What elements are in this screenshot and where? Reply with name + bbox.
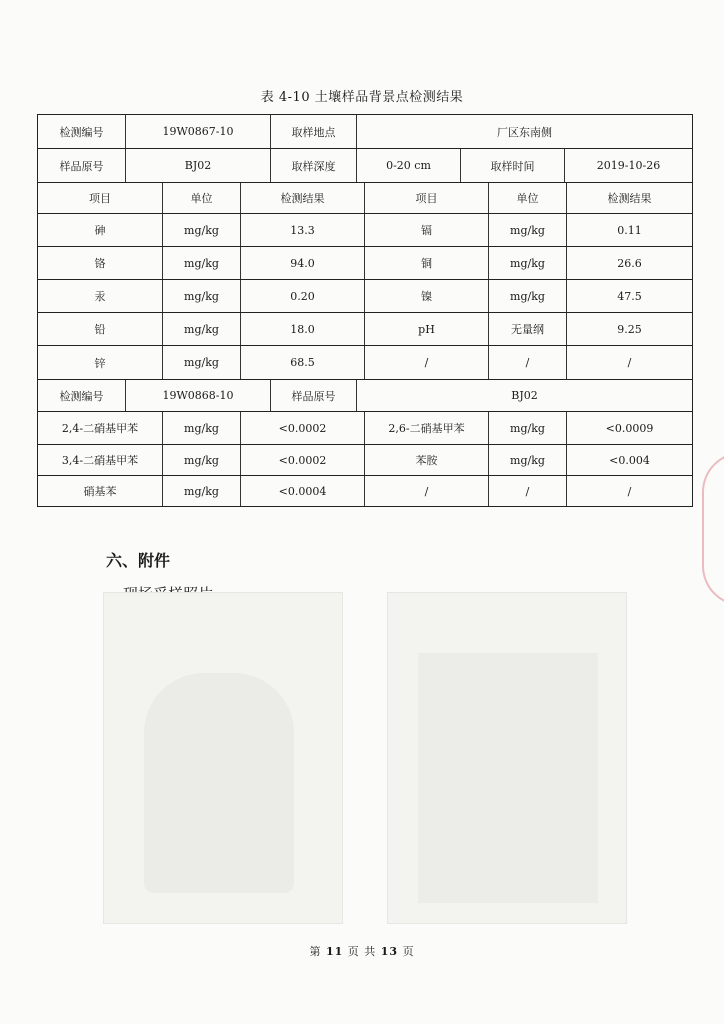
cell-result: 0.11 — [617, 223, 642, 237]
value-sample-id: 19W0867-10 — [126, 115, 271, 148]
table-header-row — [38, 182, 692, 213]
cell-unit: mg/kg — [163, 247, 241, 279]
cell-item: 苯胺 — [365, 445, 489, 475]
sampling-photo-right — [387, 592, 627, 924]
cell-result: <0.004 — [609, 453, 650, 467]
cell-unit: mg/kg — [489, 280, 567, 312]
label-depth: 取样深度 — [271, 149, 357, 182]
table-row — [38, 345, 692, 379]
value-sample-id: 19W0868-10 — [126, 380, 271, 411]
cell-unit: mg/kg — [163, 313, 241, 345]
table-row — [38, 475, 692, 506]
cell-unit: / — [489, 346, 567, 379]
cell-item: 砷 — [38, 214, 163, 246]
cell-unit: mg/kg — [163, 280, 241, 312]
cell-result: / — [627, 356, 632, 369]
cell-result: 13.3 — [241, 214, 365, 246]
sampling-photo-left — [103, 592, 343, 924]
value-sampling-time: 2019-10-26 — [596, 159, 661, 172]
cell-result: 9.25 — [617, 322, 642, 336]
cell-result: 0.20 — [241, 280, 365, 312]
section-title: 六、附件 — [106, 551, 171, 570]
cell-result: 68.5 — [241, 346, 365, 379]
table-row — [38, 279, 692, 312]
cell-unit: mg/kg — [489, 214, 567, 246]
value-depth: 0-20 cm — [357, 149, 461, 182]
cell-result: 18.0 — [241, 313, 365, 345]
table-row — [38, 411, 692, 444]
seal-mark — [702, 452, 724, 606]
cell-unit: mg/kg — [489, 247, 567, 279]
cell-item: / — [365, 476, 489, 506]
label-location: 取样地点 — [271, 115, 357, 148]
cell-item: 镉 — [365, 214, 489, 246]
header-result: 检测结果 — [607, 192, 652, 205]
table-caption: 表 4-10 土壤样品背景点检测结果 — [260, 90, 464, 105]
cell-unit: 无量纲 — [489, 313, 567, 345]
header-item: 项目 — [365, 183, 489, 213]
total-pages: 13 — [380, 945, 399, 958]
header-unit: 单位 — [489, 183, 567, 213]
cell-unit: mg/kg — [163, 445, 241, 475]
cell-item: 汞 — [38, 280, 163, 312]
cell-item: 铅 — [38, 313, 163, 345]
cell-unit: mg/kg — [163, 346, 241, 379]
table-row — [38, 246, 692, 279]
results-table — [37, 114, 693, 507]
cell-unit: mg/kg — [163, 214, 241, 246]
cell-unit: mg/kg — [163, 412, 241, 444]
cell-result: <0.0004 — [241, 476, 365, 506]
label-original-no: 样品原号 — [271, 380, 357, 411]
table-row — [38, 444, 692, 475]
value-original-no: BJ02 — [511, 389, 538, 402]
cell-unit: mg/kg — [163, 476, 241, 506]
cell-result: <0.0002 — [241, 445, 365, 475]
cell-result: / — [627, 484, 632, 498]
footer-middle: 页 共 — [347, 945, 377, 958]
label-original-no: 样品原号 — [38, 149, 126, 182]
cell-item: 硝基苯 — [38, 476, 163, 506]
value-location: 厂区东南侧 — [497, 125, 552, 139]
cell-item: 2,6-二硝基甲苯 — [365, 412, 489, 444]
cell-item: / — [365, 346, 489, 379]
footer-suffix: 页 — [402, 945, 415, 958]
cell-item: 3,4-二硝基甲苯 — [38, 445, 163, 475]
cell-item: 铜 — [365, 247, 489, 279]
label-sample-id: 检测编号 — [38, 380, 126, 411]
header-item: 项目 — [38, 183, 163, 213]
cell-unit: mg/kg — [489, 445, 567, 475]
cell-result: 94.0 — [241, 247, 365, 279]
table-row — [38, 213, 692, 246]
cell-item: pH — [365, 313, 489, 345]
table-row — [38, 148, 692, 182]
cell-item: 2,4-二硝基甲苯 — [38, 412, 163, 444]
footer-prefix: 第 — [309, 945, 322, 958]
cell-result: 47.5 — [617, 289, 642, 303]
current-page-number: 11 — [325, 945, 344, 958]
cell-result: <0.0002 — [241, 412, 365, 444]
table-row — [38, 379, 692, 411]
cell-result: <0.0009 — [605, 421, 654, 435]
cell-item: 锌 — [38, 346, 163, 379]
cell-result: 26.6 — [617, 256, 642, 270]
cell-unit: mg/kg — [489, 412, 567, 444]
label-sample-id: 检测编号 — [38, 115, 126, 148]
cell-item: 镍 — [365, 280, 489, 312]
header-result: 检测结果 — [241, 183, 365, 213]
table-row — [38, 115, 692, 148]
table-row — [38, 312, 692, 345]
label-sampling-time: 取样时间 — [461, 149, 565, 182]
cell-unit: / — [489, 476, 567, 506]
value-original-no: BJ02 — [126, 149, 271, 182]
header-unit: 单位 — [163, 183, 241, 213]
page-footer — [0, 943, 724, 959]
cell-item: 铬 — [38, 247, 163, 279]
